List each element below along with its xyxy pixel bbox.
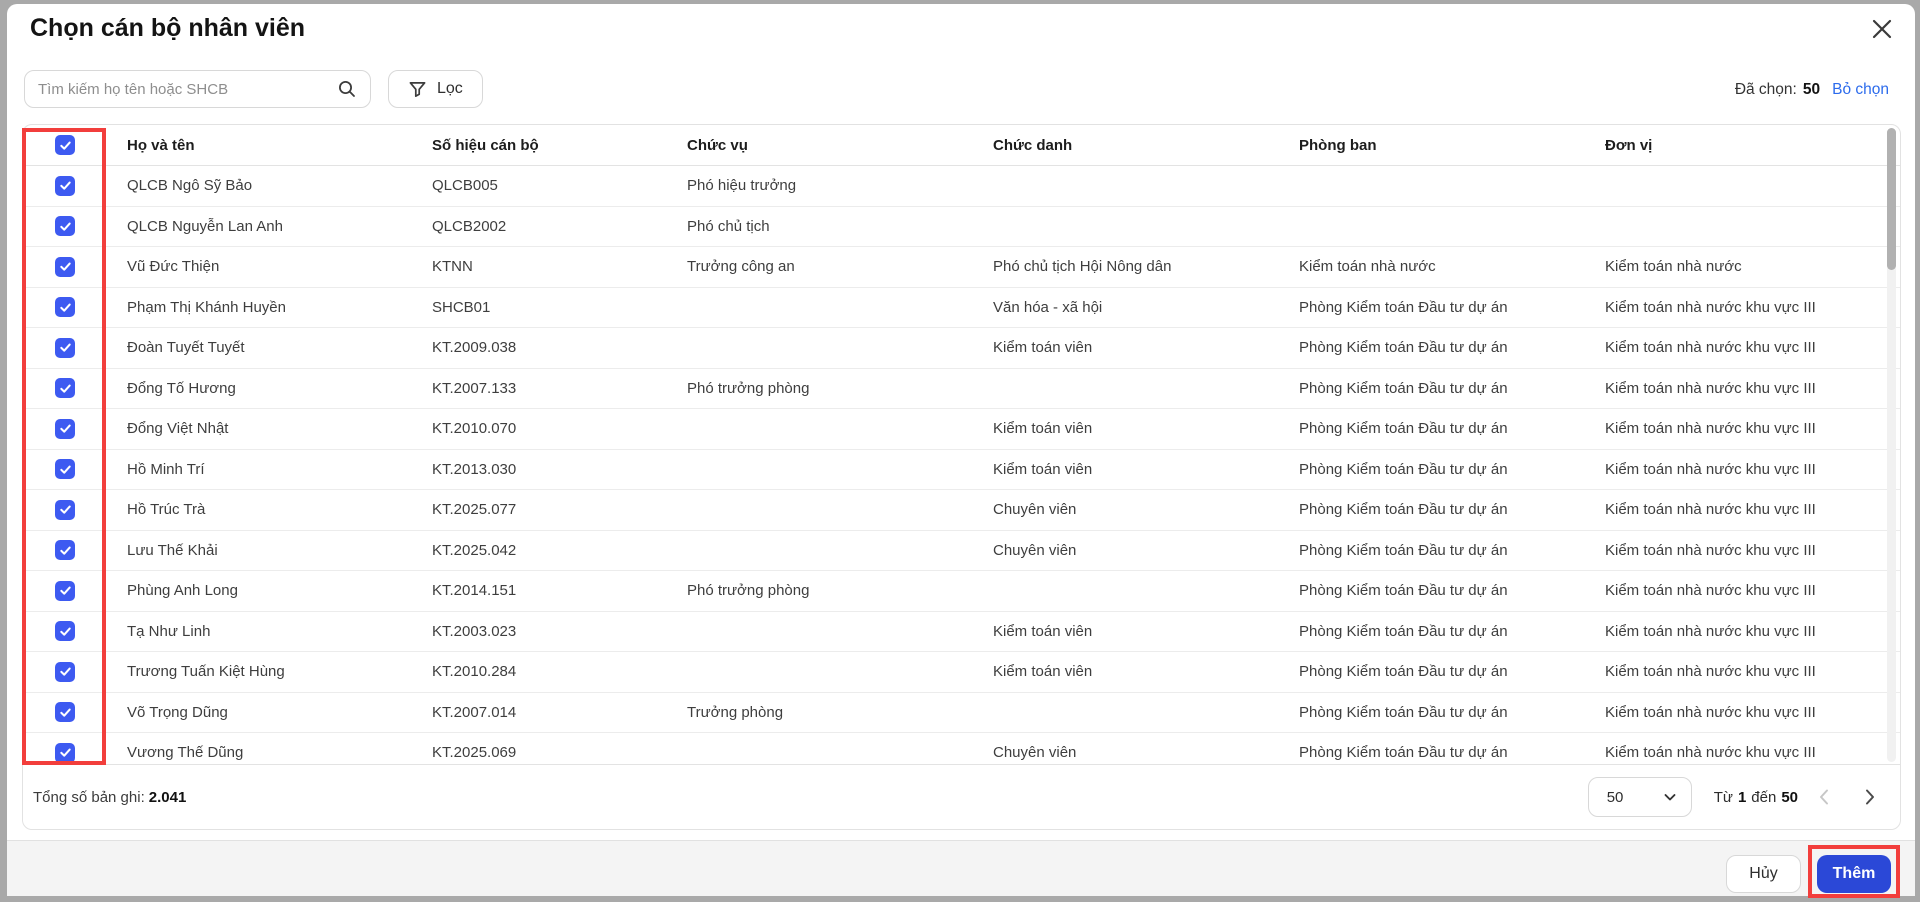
chevron-right-icon (1862, 788, 1878, 806)
cell-name: Tạ Như Linh (127, 622, 211, 640)
selected-count: 50 (1802, 81, 1821, 98)
total-records (33, 789, 186, 806)
cell-code: QLCB005 (432, 177, 498, 195)
page-size-select[interactable] (1588, 777, 1692, 817)
cell-name: Đổng Việt Nhật (127, 420, 229, 438)
cell-name: Võ Trọng Dũng (127, 703, 228, 721)
scrollbar-thumb[interactable] (1887, 128, 1896, 270)
cell-department: Phòng Kiểm toán Đầu tư dự án (1299, 622, 1508, 640)
table-row[interactable] (23, 693, 1900, 734)
pagination-bar (23, 764, 1900, 829)
range-mid: đến (1751, 788, 1777, 806)
row-checkbox[interactable] (55, 702, 75, 722)
total-records-value: 2.041 (148, 788, 187, 806)
row-checkbox-cell (23, 743, 107, 763)
selected-label: Đã chọn: (1734, 81, 1797, 98)
table-row[interactable] (23, 733, 1900, 764)
cell-position: Phó trưởng phòng (687, 582, 810, 600)
row-checkbox-cell (23, 176, 107, 196)
scrollbar-track[interactable] (1887, 128, 1896, 762)
cell-code: KT.2003.023 (432, 622, 517, 640)
cell-name: Phạm Thị Khánh Huyền (127, 298, 286, 316)
filter-icon (408, 80, 427, 99)
cell-code: KT.2007.133 (432, 379, 517, 397)
cell-title: Văn hóa - xã hội (993, 298, 1103, 316)
row-checkbox-cell (23, 216, 107, 236)
page-title: Chọn cán bộ nhân viên (30, 14, 306, 42)
cell-position: Trưởng công an (687, 258, 795, 276)
cell-position: Phó chủ tịch (687, 217, 770, 235)
cell-department: Phòng Kiểm toán Đầu tư dự án (1299, 541, 1508, 559)
column-header-department: Phòng ban (1299, 136, 1377, 154)
cell-unit: Kiểm toán nhà nước khu vực III (1605, 541, 1816, 559)
table-row[interactable] (23, 490, 1900, 531)
cancel-button[interactable]: Hủy (1726, 855, 1801, 893)
row-checkbox-cell (23, 581, 107, 601)
cell-code: SHCB01 (432, 298, 491, 316)
cell-department: Kiểm toán nhà nước (1299, 258, 1436, 276)
cell-name: Hồ Minh Trí (127, 460, 205, 478)
table-row[interactable] (23, 571, 1900, 612)
cell-name: Vũ Đức Thiện (127, 258, 220, 276)
cell-title: Chuyên viên (993, 744, 1077, 762)
deselect-all-link[interactable]: Bỏ chọn (1832, 81, 1889, 98)
table-row[interactable] (23, 328, 1900, 369)
cell-code: KT.2025.077 (432, 501, 517, 519)
search-box (24, 70, 371, 108)
select-all-cell (23, 135, 107, 155)
row-checkbox-cell (23, 297, 107, 317)
row-checkbox-cell (23, 621, 107, 641)
search-icon (337, 79, 357, 99)
cell-department: Phòng Kiểm toán Đầu tư dự án (1299, 703, 1508, 721)
row-checkbox[interactable] (55, 459, 75, 479)
cell-department: Phòng Kiểm toán Đầu tư dự án (1299, 501, 1508, 519)
row-checkbox[interactable] (55, 176, 75, 196)
row-checkbox-cell (23, 702, 107, 722)
cell-code: KTNN (432, 258, 473, 276)
row-checkbox-cell (23, 500, 107, 520)
cell-name: Vương Thế Dũng (127, 744, 244, 762)
cell-unit: Kiểm toán nhà nước khu vực III (1605, 501, 1816, 519)
table-row[interactable] (23, 166, 1900, 207)
cell-unit: Kiểm toán nhà nước khu vực III (1605, 379, 1816, 397)
row-checkbox[interactable] (55, 621, 75, 641)
cell-department: Phòng Kiểm toán Đầu tư dự án (1299, 298, 1508, 316)
cell-unit: Kiểm toán nhà nước khu vực III (1605, 663, 1816, 681)
table-row[interactable] (23, 247, 1900, 288)
selected-info (1735, 81, 1889, 99)
cell-unit: Kiểm toán nhà nước khu vực III (1605, 339, 1816, 357)
cell-code: KT.2009.038 (432, 339, 517, 357)
table-row[interactable] (23, 288, 1900, 329)
column-header-unit: Đơn vị (1605, 136, 1653, 154)
cell-code: KT.2014.151 (432, 582, 517, 600)
close-button[interactable] (1867, 14, 1897, 44)
row-checkbox[interactable] (55, 338, 75, 358)
row-checkbox[interactable] (55, 581, 75, 601)
page-range (1714, 789, 1798, 806)
cell-position: Phó trưởng phòng (687, 379, 810, 397)
search-input[interactable] (38, 81, 337, 98)
table-row[interactable] (23, 369, 1900, 410)
cell-unit: Kiểm toán nhà nước khu vực III (1605, 460, 1816, 478)
chevron-down-icon (1663, 790, 1677, 804)
cell-unit: Kiểm toán nhà nước (1605, 258, 1742, 276)
cell-code: KT.2010.284 (432, 663, 517, 681)
total-records-label: Tổng số bản ghi: (33, 788, 145, 806)
cell-title: Chuyên viên (993, 541, 1077, 559)
chevron-left-icon (1816, 788, 1832, 806)
row-checkbox[interactable] (55, 662, 75, 682)
row-checkbox-cell (23, 662, 107, 682)
close-icon (1871, 18, 1893, 40)
table-row[interactable] (23, 450, 1900, 491)
column-header-code: Số hiệu cán bộ (432, 136, 539, 154)
row-checkbox-cell (23, 257, 107, 277)
cell-unit: Kiểm toán nhà nước khu vực III (1605, 622, 1816, 640)
row-checkbox[interactable] (55, 540, 75, 560)
table-row[interactable] (23, 409, 1900, 450)
cell-title: Chuyên viên (993, 501, 1077, 519)
filter-label: Lọc (437, 80, 463, 97)
cell-title: Kiểm toán viên (993, 339, 1093, 357)
select-all-checkbox[interactable] (55, 135, 75, 155)
select-staff-modal (7, 4, 1915, 896)
column-header-position: Chức vụ (687, 136, 748, 154)
cell-code: KT.2010.070 (432, 420, 517, 438)
row-checkbox[interactable] (55, 378, 75, 398)
row-checkbox[interactable] (55, 743, 75, 763)
cell-position: Trưởng phòng (687, 703, 784, 721)
row-checkbox[interactable] (55, 297, 75, 317)
cell-unit: Kiểm toán nhà nước khu vực III (1605, 298, 1816, 316)
cell-title: Kiểm toán viên (993, 622, 1093, 640)
range-from: 1 (1737, 788, 1747, 806)
prev-page-button[interactable] (1816, 788, 1832, 806)
cell-code: KT.2025.069 (432, 744, 517, 762)
cell-unit: Kiểm toán nhà nước khu vực III (1605, 420, 1816, 438)
cell-name: Trương Tuấn Kiệt Hùng (127, 663, 285, 681)
cell-position: Phó hiệu trưởng (687, 177, 797, 195)
row-checkbox[interactable] (55, 419, 75, 439)
row-checkbox-cell (23, 378, 107, 398)
cell-department: Phòng Kiểm toán Đầu tư dự án (1299, 460, 1508, 478)
table-header (23, 125, 1900, 166)
cell-department: Phòng Kiểm toán Đầu tư dự án (1299, 420, 1508, 438)
cell-department: Phòng Kiểm toán Đầu tư dự án (1299, 582, 1508, 600)
cell-title: Kiểm toán viên (993, 420, 1093, 438)
cell-name: QLCB Nguyễn Lan Anh (127, 217, 283, 235)
table-row[interactable] (23, 652, 1900, 693)
row-checkbox[interactable] (55, 500, 75, 520)
row-checkbox-cell (23, 540, 107, 560)
page-size-value: 50 (1606, 788, 1624, 806)
row-checkbox-cell (23, 459, 107, 479)
modal-footer (7, 840, 1915, 896)
staff-table (22, 124, 1901, 830)
cell-department: Phòng Kiểm toán Đầu tư dự án (1299, 744, 1508, 762)
filter-button[interactable] (388, 70, 483, 108)
cell-title: Kiểm toán viên (993, 663, 1093, 681)
cell-name: Phùng Anh Long (127, 582, 238, 600)
cell-code: QLCB2002 (432, 217, 507, 235)
row-checkbox-cell (23, 338, 107, 358)
cell-unit: Kiểm toán nhà nước khu vực III (1605, 703, 1816, 721)
cell-name: Đổng Tố Hương (127, 379, 236, 397)
column-header-title: Chức danh (993, 136, 1073, 154)
cell-title: Kiểm toán viên (993, 460, 1093, 478)
table-row[interactable] (23, 531, 1900, 572)
cell-name: Hồ Trúc Trà (127, 501, 206, 519)
row-checkbox[interactable] (55, 257, 75, 277)
add-button[interactable]: Thêm (1817, 855, 1891, 893)
cell-department: Phòng Kiểm toán Đầu tư dự án (1299, 379, 1508, 397)
cell-title: Phó chủ tịch Hội Nông dân (993, 258, 1172, 276)
range-prefix: Từ (1713, 788, 1733, 806)
column-header-name: Họ và tên (127, 136, 195, 154)
cell-department: Phòng Kiểm toán Đầu tư dự án (1299, 663, 1508, 681)
table-row[interactable] (23, 612, 1900, 653)
cell-name: Lưu Thế Khải (127, 541, 218, 559)
row-checkbox-cell (23, 419, 107, 439)
next-page-button[interactable] (1862, 788, 1878, 806)
table-row[interactable] (23, 207, 1900, 248)
cell-name: Đoàn Tuyết Tuyết (127, 339, 245, 357)
table-body (23, 166, 1900, 764)
cell-code: KT.2013.030 (432, 460, 517, 478)
range-to: 50 (1781, 788, 1798, 806)
cell-department: Phòng Kiểm toán Đầu tư dự án (1299, 339, 1508, 357)
cell-name: QLCB Ngô Sỹ Bảo (127, 177, 253, 195)
cell-code: KT.2007.014 (432, 703, 517, 721)
row-checkbox[interactable] (55, 216, 75, 236)
cell-unit: Kiểm toán nhà nước khu vực III (1605, 582, 1816, 600)
cell-unit: Kiểm toán nhà nước khu vực III (1605, 744, 1816, 762)
cell-code: KT.2025.042 (432, 541, 517, 559)
